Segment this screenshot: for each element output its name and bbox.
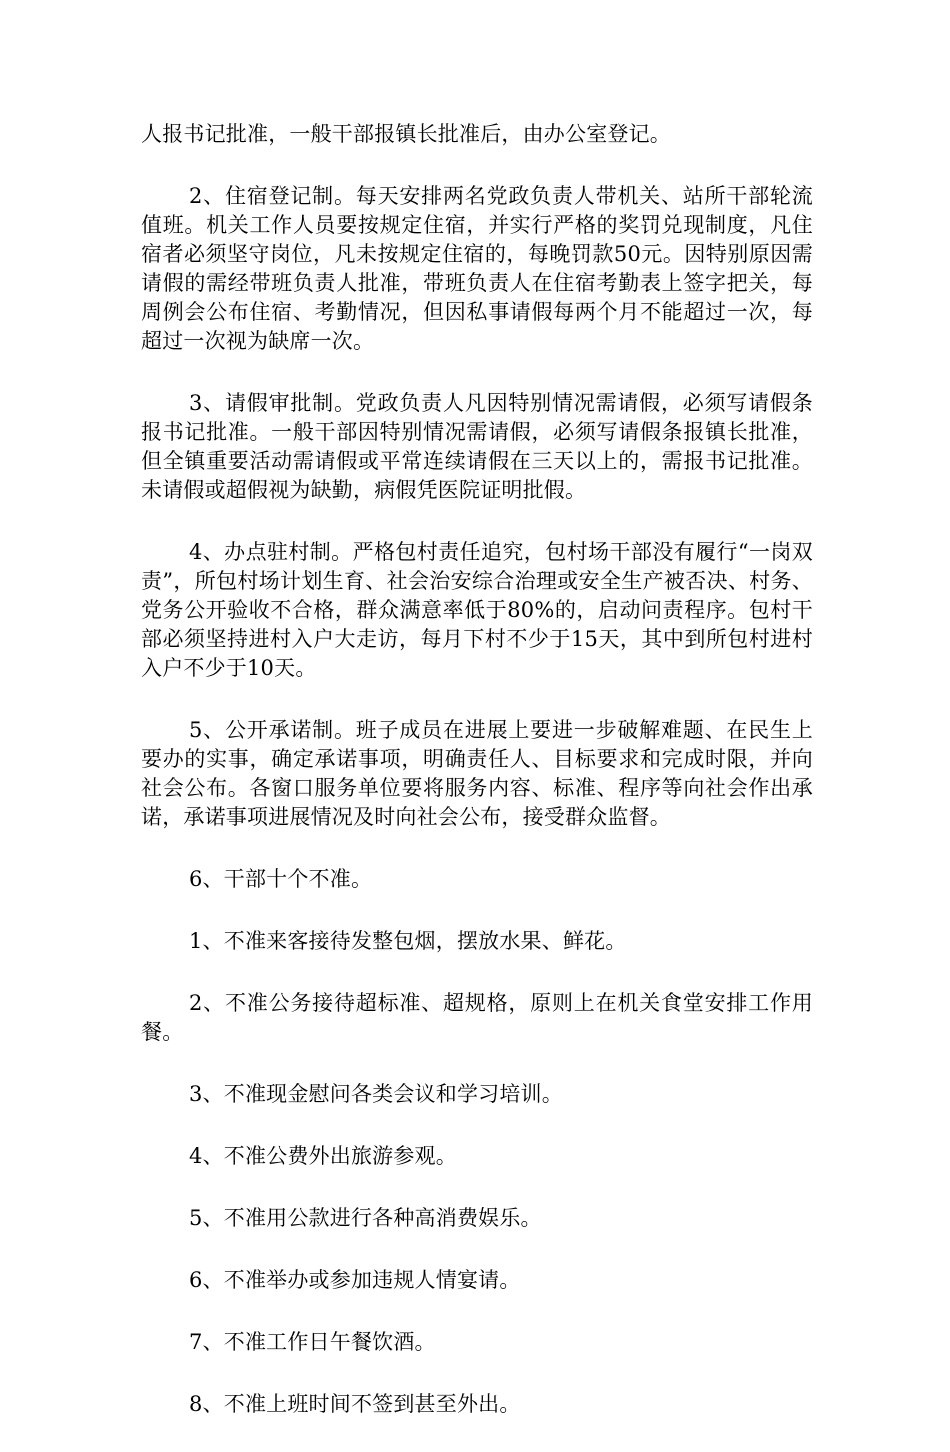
paragraph-accommodation-registration: 2、住宿登记制。每天安排两名党政负责人带机关、站所干部轮流值班。机关工作人员要按规定住宿，并实行严格的奖罚兑现制度，凡住宿者必须坚守岗位，凡未按规定住宿的，每晚罚款50元。因特别原因需请假的需经带班负责人批准，带班负责人在住宿考勤表上签字把关，每周例会公布住宿、考勤情况，但因私事请假每两个月不能超过一次，每超过一次视为缺席一次。 — [141, 184, 813, 353]
list-item-prohibition-6: 6、不准举办或参加违规人情宴请。 — [189, 1268, 521, 1292]
list-item-prohibition-5: 5、不准用公款进行各种高消费娱乐。 — [189, 1206, 542, 1230]
list-item-prohibition-3: 3、不准现金慰问各类会议和学习培训。 — [189, 1082, 563, 1106]
paragraph-ten-prohibitions-heading: 6、干部十个不准。 — [189, 867, 373, 891]
list-item-prohibition-8: 8、不准上班时间不签到甚至外出。 — [189, 1392, 521, 1416]
list-item-prohibition-1: 1、不准来客接待发整包烟，摆放水果、鲜花。 — [189, 929, 627, 953]
paragraph-public-commitment: 5、公开承诺制。班子成员在进展上要进一步破解难题、在民生上要办的实事，确定承诺事项，明确责任人、目标要求和完成时限，并向社会公布。各窗口服务单位要将服务内容、标准、程序等向社会作出承诺，承诺事项进展情况及时向社会公布，接受群众监督。 — [141, 718, 813, 829]
paragraph-continuation: 人报书记批准，一般干部报镇长批准后，由办公室登记。 — [141, 122, 671, 146]
paragraph-village-stationing: 4、办点驻村制。严格包村责任追究，包村场干部没有履行“一岗双责”，所包村场计划生育、社会治安综合治理或安全生产被否决、村务、党务公开验收不合格，群众满意率低于80%的，启动问责程序。包村干部必须坚持进村入户大走访，每月下村不少于15天，其中到所包村进村入户不少于10天。 — [141, 540, 813, 680]
paragraph-leave-approval: 3、请假审批制。党政负责人凡因特别情况需请假，必须写请假条报书记批准。一般干部因特别情况需请假，必须写请假条报镇长批准，但全镇重要活动需请假或平常连续请假在三天以上的，需报书记批准。未请假或超假视为缺勤，病假凭医院证明批假。 — [141, 391, 813, 502]
list-item-prohibition-4: 4、不准公费外出旅游参观。 — [189, 1144, 457, 1168]
list-item-prohibition-7: 7、不准工作日午餐饮酒。 — [189, 1330, 436, 1354]
document-body — [141, 120, 813, 1452]
list-item-prohibition-2: 2、不准公务接待超标准、超规格，原则上在机关食堂安排工作用餐。 — [141, 991, 813, 1044]
